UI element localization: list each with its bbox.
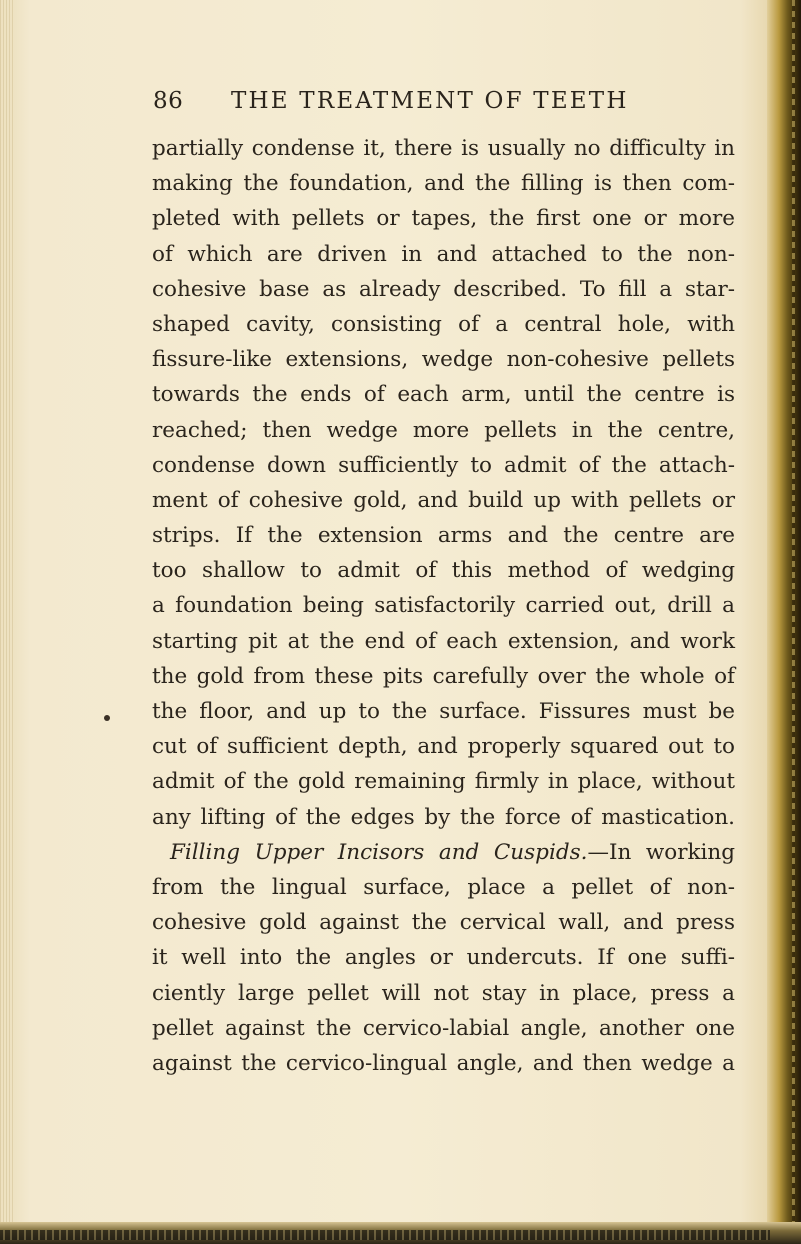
text-line: any lifting of the edges by the force of mastication. bbox=[152, 804, 735, 830]
section-heading: Filling Upper Incisors and Cuspids. bbox=[170, 839, 588, 865]
text-line: strips. If the extension arms and the centre are bbox=[152, 523, 735, 549]
text-line: a foundation being satisfactorily carried out, drill a bbox=[152, 593, 735, 619]
text-line: against the cervico-lingual angle, and then wedge a bbox=[152, 1050, 735, 1076]
text-line: admit of the gold remaining firmly in place, without bbox=[152, 769, 735, 795]
section-first-line bbox=[152, 835, 735, 870]
page-number: 86 bbox=[153, 88, 184, 114]
text-line: it well into the angles or undercuts. If one suffi- bbox=[152, 945, 735, 971]
text-line: the floor, and up to the surface. Fissures must be bbox=[152, 699, 735, 724]
text-line: making the foundation, and the filling is then com- bbox=[152, 171, 735, 197]
bottom-edge-texture bbox=[0, 1230, 770, 1240]
text-line: from the lingual surface, place a pellet of non- bbox=[152, 874, 735, 900]
text-line: too shallow to admit of this method of wedging bbox=[152, 558, 735, 584]
text-line: ciently large pellet will not stay in place, press a bbox=[152, 980, 735, 1006]
binding-edge-texture bbox=[792, 0, 795, 1244]
section-first-line-rest: —In working bbox=[587, 839, 735, 865]
text-line: fissure-like extensions, wedge non-cohesive pellets bbox=[152, 347, 735, 373]
text-line: starting pit at the end of each extension, and work bbox=[152, 628, 735, 654]
text-line: cut of sufficient depth, and properly squared out to bbox=[152, 734, 735, 760]
text-line: towards the ends of each arm, until the centre is bbox=[152, 382, 735, 408]
text-line: shaped cavity, consisting of a central hole, with bbox=[152, 311, 735, 337]
text-line: partially condense it, there is usually no difficulty in bbox=[152, 136, 735, 161]
text-line: cohesive gold against the cervical wall, and press bbox=[152, 910, 735, 936]
text-line: reached; then wedge more pellets in the centre, bbox=[152, 417, 735, 443]
text-line: cohesive base as already described. To fill a star- bbox=[152, 276, 735, 302]
running-head: THE TREATMENT OF TEETH bbox=[231, 88, 629, 114]
binding-edge bbox=[767, 0, 801, 1244]
body-text bbox=[152, 131, 735, 1081]
text-line: the gold from these pits carefully over the whole of bbox=[152, 663, 735, 689]
left-page-edge bbox=[0, 0, 14, 1244]
text-line: pellet against the cervico-labial angle, another one bbox=[152, 1015, 735, 1041]
text-line: pleted with pellets or tapes, the first one or more bbox=[152, 206, 735, 232]
margin-dot bbox=[104, 715, 110, 721]
text-line: of which are driven in and attached to the non- bbox=[152, 241, 735, 267]
page-header bbox=[153, 88, 713, 122]
text-line: ment of cohesive gold, and build up with pellets or bbox=[152, 487, 735, 513]
text-line: condense down sufficiently to admit of the attach- bbox=[152, 452, 735, 478]
